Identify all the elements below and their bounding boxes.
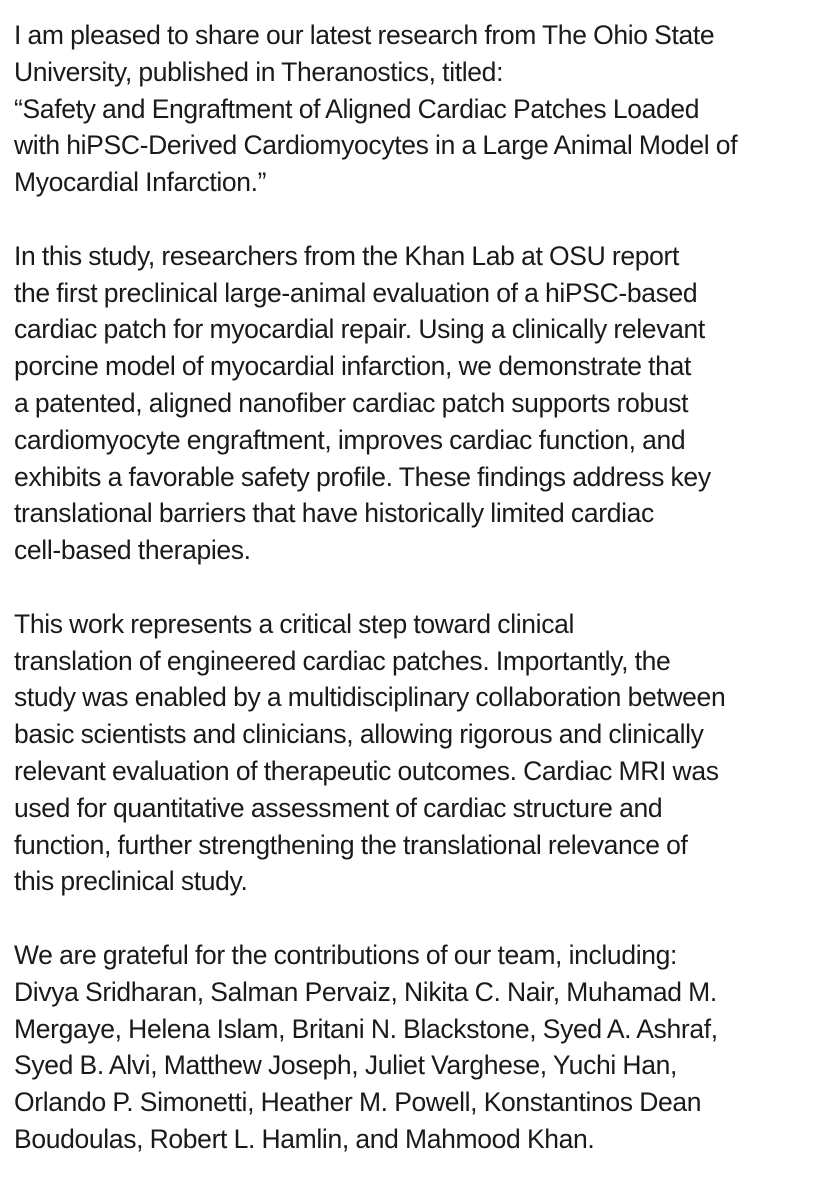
- text-line: I am pleased to share our latest research from The Ohio State: [14, 20, 715, 50]
- text-line: Mergaye, Helena Islam, Britani N. Blackstone, Syed A. Ashraf,: [14, 1013, 718, 1044]
- text-line: Myocardial Infarction.”: [14, 167, 267, 198]
- text-line: Syed B. Alvi, Matthew Joseph, Juliet Varghese, Yuchi Han,: [14, 1050, 677, 1081]
- text-line: “Safety and Engraftment of Aligned Cardiac Patches Loaded: [14, 93, 700, 124]
- post-body: [14, 17, 827, 1158]
- text-line: This work represents a critical step toward clinical: [14, 608, 575, 639]
- text-line: translation of engineered cardiac patches. Importantly, the: [14, 645, 671, 676]
- text-line: study was enabled by a multidisciplinary collaboration between: [14, 682, 726, 713]
- text-line: Boudoulas, Robert L. Hamlin, and Mahmood Khan.: [14, 1123, 595, 1154]
- text-line: cell-based therapies.: [14, 535, 251, 566]
- text-line: Orlando P. Simonetti, Heather M. Powell, Konstantinos Dean: [14, 1087, 702, 1118]
- text-line: function, further strengthening the translational relevance of: [14, 829, 688, 860]
- text-line: a patented, aligned nanofiber cardiac patch supports robust: [14, 387, 689, 418]
- text-line: with hiPSC-Derived Cardiomyocytes in a Large Animal Model of: [14, 130, 738, 161]
- text-line: relevant evaluation of therapeutic outcomes. Cardiac MRI was: [14, 755, 719, 786]
- text-line: cardiomyocyte engraftment, improves cardiac function, and: [14, 424, 686, 455]
- text-line: the first preclinical large-animal evaluation of a hiPSC-based: [14, 277, 698, 308]
- text-line: University, published in Theranostics, titled:: [14, 56, 504, 87]
- intro-paragraph: [14, 17, 827, 201]
- text-line: exhibits a favorable safety profile. These findings address key: [14, 461, 711, 492]
- text-line: this preclinical study.: [14, 866, 248, 897]
- acknowledgements-paragraph: [14, 937, 827, 1158]
- text-line: basic scientists and clinicians, allowing rigorous and clinically: [14, 719, 704, 750]
- text-line: Divya Sridharan, Salman Pervaiz, Nikita C. Nair, Muhamad M.: [14, 976, 717, 1007]
- text-line: In this study, researchers from the Khan Lab at OSU report: [14, 240, 680, 271]
- significance-paragraph: [14, 606, 827, 900]
- text-line: cardiac patch for myocardial repair. Using a clinically relevant: [14, 314, 705, 345]
- text-line: used for quantitative assessment of cardiac structure and: [14, 792, 663, 823]
- text-line: porcine model of myocardial infarction, we demonstrate that: [14, 351, 691, 382]
- study-summary-paragraph: [14, 238, 827, 569]
- text-line: We are grateful for the contributions of our team, including:: [14, 939, 678, 970]
- text-line: translational barriers that have historically limited cardiac: [14, 498, 654, 529]
